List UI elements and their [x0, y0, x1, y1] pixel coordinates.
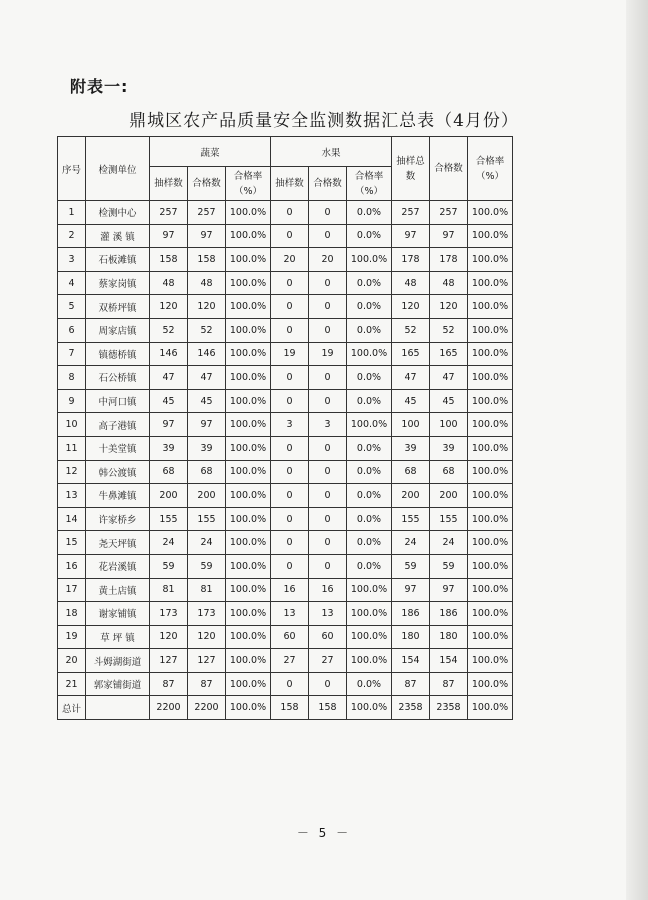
cell-total-sampled: 97	[392, 578, 430, 602]
table-row	[58, 248, 513, 272]
cell-fruit-qualified: 13	[309, 602, 347, 626]
table-row	[58, 625, 513, 649]
cell-fruit-qualified: 0	[309, 224, 347, 248]
cell-unit: 灌 溪 镇	[86, 224, 150, 248]
cell-fruit-qualified: 0	[309, 201, 347, 225]
total-cell-fruit-rate: 100.0%	[347, 696, 392, 720]
cell-total-rate: 100.0%	[468, 484, 513, 508]
cell-total-rate: 100.0%	[468, 554, 513, 578]
cell-fruit-sampled: 0	[271, 224, 309, 248]
table-row	[58, 531, 513, 555]
cell-fruit-rate: 0.0%	[347, 201, 392, 225]
cell-fruit-qualified: 20	[309, 248, 347, 272]
total-cell-veg-qualified: 2200	[188, 696, 226, 720]
cell-total-sampled: 186	[392, 602, 430, 626]
cell-fruit-rate: 0.0%	[347, 554, 392, 578]
cell-unit: 双桥坪镇	[86, 295, 150, 319]
cell-total-qualified: 97	[430, 578, 468, 602]
cell-total-sampled: 48	[392, 271, 430, 295]
cell-veg-qualified: 87	[188, 672, 226, 696]
total-cell-total-sampled: 2358	[392, 696, 430, 720]
cell-seq: 17	[58, 578, 86, 602]
cell-unit: 花岩溪镇	[86, 554, 150, 578]
table-row	[58, 342, 513, 366]
cell-total-sampled: 154	[392, 649, 430, 673]
cell-veg-rate: 100.0%	[226, 602, 271, 626]
cell-total-qualified: 52	[430, 318, 468, 342]
cell-fruit-qualified: 0	[309, 672, 347, 696]
cell-total-sampled: 257	[392, 201, 430, 225]
table-row	[58, 554, 513, 578]
cell-fruit-sampled: 0	[271, 554, 309, 578]
header-veg-rate: 合格率（%）	[226, 167, 271, 201]
cell-total-rate: 100.0%	[468, 436, 513, 460]
cell-fruit-qualified: 27	[309, 649, 347, 673]
table-row	[58, 413, 513, 437]
cell-fruit-qualified: 16	[309, 578, 347, 602]
cell-unit: 斗姆湖街道	[86, 649, 150, 673]
cell-seq: 11	[58, 436, 86, 460]
cell-veg-rate: 100.0%	[226, 295, 271, 319]
cell-total-qualified: 120	[430, 295, 468, 319]
cell-seq: 1	[58, 201, 86, 225]
cell-veg-sampled: 200	[150, 484, 188, 508]
table-row	[58, 507, 513, 531]
header-unit: 检测单位	[86, 137, 150, 201]
cell-veg-qualified: 52	[188, 318, 226, 342]
cell-seq: 5	[58, 295, 86, 319]
cell-veg-rate: 100.0%	[226, 649, 271, 673]
cell-veg-rate: 100.0%	[226, 578, 271, 602]
cell-veg-rate: 100.0%	[226, 413, 271, 437]
cell-total-sampled: 178	[392, 248, 430, 272]
cell-total-rate: 100.0%	[468, 602, 513, 626]
cell-veg-qualified: 155	[188, 507, 226, 531]
monitoring-summary-table	[57, 136, 513, 720]
cell-veg-sampled: 24	[150, 531, 188, 555]
cell-veg-qualified: 68	[188, 460, 226, 484]
cell-fruit-rate: 100.0%	[347, 649, 392, 673]
table-row	[58, 389, 513, 413]
cell-fruit-rate: 100.0%	[347, 248, 392, 272]
cell-fruit-sampled: 20	[271, 248, 309, 272]
cell-fruit-sampled: 0	[271, 531, 309, 555]
cell-total-rate: 100.0%	[468, 366, 513, 390]
cell-total-qualified: 100	[430, 413, 468, 437]
cell-veg-rate: 100.0%	[226, 389, 271, 413]
cell-fruit-rate: 0.0%	[347, 295, 392, 319]
cell-total-qualified: 47	[430, 366, 468, 390]
cell-unit: 高子港镇	[86, 413, 150, 437]
cell-unit: 蔡家岗镇	[86, 271, 150, 295]
cell-veg-qualified: 59	[188, 554, 226, 578]
cell-veg-qualified: 200	[188, 484, 226, 508]
cell-unit: 牛鼻滩镇	[86, 484, 150, 508]
cell-unit: 镇德桥镇	[86, 342, 150, 366]
cell-veg-qualified: 45	[188, 389, 226, 413]
cell-veg-rate: 100.0%	[226, 460, 271, 484]
cell-veg-sampled: 173	[150, 602, 188, 626]
cell-veg-sampled: 52	[150, 318, 188, 342]
header-fruits: 水果	[271, 137, 392, 167]
cell-fruit-sampled: 16	[271, 578, 309, 602]
cell-total-qualified: 200	[430, 484, 468, 508]
cell-total-qualified: 87	[430, 672, 468, 696]
cell-total-sampled: 165	[392, 342, 430, 366]
page-number: － 5 －	[296, 826, 352, 840]
cell-fruit-rate: 0.0%	[347, 224, 392, 248]
cell-fruit-rate: 0.0%	[347, 318, 392, 342]
cell-fruit-qualified: 0	[309, 507, 347, 531]
cell-total-sampled: 59	[392, 554, 430, 578]
cell-veg-qualified: 39	[188, 436, 226, 460]
cell-total-rate: 100.0%	[468, 625, 513, 649]
cell-unit: 谢家铺镇	[86, 602, 150, 626]
cell-veg-sampled: 120	[150, 625, 188, 649]
cell-fruit-sampled: 0	[271, 507, 309, 531]
cell-veg-rate: 100.0%	[226, 672, 271, 696]
cell-unit: 黄土店镇	[86, 578, 150, 602]
cell-fruit-qualified: 0	[309, 295, 347, 319]
cell-fruit-sampled: 19	[271, 342, 309, 366]
cell-fruit-qualified: 0	[309, 389, 347, 413]
cell-total-rate: 100.0%	[468, 649, 513, 673]
cell-fruit-sampled: 0	[271, 318, 309, 342]
cell-fruit-rate: 100.0%	[347, 413, 392, 437]
cell-veg-rate: 100.0%	[226, 436, 271, 460]
cell-unit: 十美堂镇	[86, 436, 150, 460]
total-cell-total-rate: 100.0%	[468, 696, 513, 720]
cell-seq: 9	[58, 389, 86, 413]
cell-total-qualified: 165	[430, 342, 468, 366]
cell-seq: 16	[58, 554, 86, 578]
table-row	[58, 224, 513, 248]
cell-total-qualified: 24	[430, 531, 468, 555]
total-cell-total-qualified: 2358	[430, 696, 468, 720]
cell-total-qualified: 155	[430, 507, 468, 531]
cell-fruit-sampled: 0	[271, 436, 309, 460]
cell-fruit-sampled: 0	[271, 484, 309, 508]
header-fruit-qualified: 合格数	[309, 167, 347, 201]
cell-veg-sampled: 97	[150, 413, 188, 437]
cell-seq: 8	[58, 366, 86, 390]
cell-seq: 6	[58, 318, 86, 342]
cell-fruit-rate: 0.0%	[347, 672, 392, 696]
total-cell-veg-rate: 100.0%	[226, 696, 271, 720]
cell-unit: 石公桥镇	[86, 366, 150, 390]
header-veg-qualified: 合格数	[188, 167, 226, 201]
cell-total-qualified: 97	[430, 224, 468, 248]
cell-fruit-rate: 0.0%	[347, 484, 392, 508]
cell-fruit-qualified: 0	[309, 554, 347, 578]
document-title: 鼎城区农产品质量安全监测数据汇总表（4月份）	[129, 111, 519, 131]
header-seq: 序号	[58, 137, 86, 201]
header-fruit-sampled: 抽样数	[271, 167, 309, 201]
cell-fruit-sampled: 60	[271, 625, 309, 649]
cell-fruit-sampled: 27	[271, 649, 309, 673]
cell-total-sampled: 39	[392, 436, 430, 460]
cell-fruit-rate: 0.0%	[347, 507, 392, 531]
cell-seq: 10	[58, 413, 86, 437]
cell-fruit-sampled: 0	[271, 366, 309, 390]
cell-total-qualified: 178	[430, 248, 468, 272]
cell-total-sampled: 97	[392, 224, 430, 248]
cell-fruit-rate: 0.0%	[347, 531, 392, 555]
table-row	[58, 295, 513, 319]
header-veg-sampled: 抽样数	[150, 167, 188, 201]
header-total-sampled: 抽样总数	[392, 137, 430, 201]
cell-seq: 20	[58, 649, 86, 673]
cell-veg-sampled: 158	[150, 248, 188, 272]
cell-total-rate: 100.0%	[468, 318, 513, 342]
header-total-rate: 合格率（%）	[468, 137, 513, 201]
cell-seq: 2	[58, 224, 86, 248]
cell-veg-rate: 100.0%	[226, 201, 271, 225]
cell-total-sampled: 52	[392, 318, 430, 342]
cell-veg-sampled: 127	[150, 649, 188, 673]
cell-total-rate: 100.0%	[468, 271, 513, 295]
page-edge-shadow	[626, 0, 648, 900]
cell-seq: 7	[58, 342, 86, 366]
cell-total-qualified: 48	[430, 271, 468, 295]
cell-fruit-rate: 0.0%	[347, 366, 392, 390]
cell-fruit-qualified: 0	[309, 366, 347, 390]
cell-total-sampled: 200	[392, 484, 430, 508]
cell-fruit-sampled: 0	[271, 295, 309, 319]
cell-veg-rate: 100.0%	[226, 484, 271, 508]
cell-veg-qualified: 257	[188, 201, 226, 225]
cell-veg-rate: 100.0%	[226, 366, 271, 390]
header-fruit-rate: 合格率（%）	[347, 167, 392, 201]
cell-unit: 许家桥乡	[86, 507, 150, 531]
cell-fruit-qualified: 3	[309, 413, 347, 437]
total-cell-fruit-qualified: 158	[309, 696, 347, 720]
cell-fruit-qualified: 0	[309, 436, 347, 460]
cell-total-sampled: 155	[392, 507, 430, 531]
cell-total-qualified: 186	[430, 602, 468, 626]
cell-total-qualified: 154	[430, 649, 468, 673]
cell-seq: 12	[58, 460, 86, 484]
cell-fruit-qualified: 0	[309, 484, 347, 508]
table-row	[58, 201, 513, 225]
table-row	[58, 460, 513, 484]
cell-total-sampled: 45	[392, 389, 430, 413]
cell-total-sampled: 24	[392, 531, 430, 555]
cell-total-qualified: 68	[430, 460, 468, 484]
cell-total-sampled: 100	[392, 413, 430, 437]
cell-fruit-rate: 100.0%	[347, 602, 392, 626]
table-row	[58, 484, 513, 508]
cell-total-sampled: 87	[392, 672, 430, 696]
cell-total-rate: 100.0%	[468, 578, 513, 602]
table-row	[58, 436, 513, 460]
cell-veg-sampled: 45	[150, 389, 188, 413]
cell-fruit-rate: 0.0%	[347, 271, 392, 295]
table-row	[58, 366, 513, 390]
cell-fruit-qualified: 0	[309, 460, 347, 484]
cell-veg-sampled: 120	[150, 295, 188, 319]
cell-fruit-qualified: 0	[309, 271, 347, 295]
total-cell-veg-sampled: 2200	[150, 696, 188, 720]
cell-fruit-sampled: 0	[271, 201, 309, 225]
cell-seq: 14	[58, 507, 86, 531]
cell-total-qualified: 45	[430, 389, 468, 413]
table-row	[58, 578, 513, 602]
cell-total-rate: 100.0%	[468, 201, 513, 225]
cell-veg-rate: 100.0%	[226, 318, 271, 342]
cell-seq: 4	[58, 271, 86, 295]
total-cell-fruit-sampled: 158	[271, 696, 309, 720]
table-row	[58, 318, 513, 342]
cell-veg-rate: 100.0%	[226, 507, 271, 531]
cell-veg-sampled: 87	[150, 672, 188, 696]
cell-total-sampled: 180	[392, 625, 430, 649]
cell-fruit-rate: 0.0%	[347, 460, 392, 484]
cell-fruit-sampled: 0	[271, 389, 309, 413]
table-row	[58, 672, 513, 696]
cell-veg-qualified: 146	[188, 342, 226, 366]
cell-veg-sampled: 47	[150, 366, 188, 390]
cell-veg-sampled: 97	[150, 224, 188, 248]
cell-veg-qualified: 24	[188, 531, 226, 555]
cell-unit: 周家店镇	[86, 318, 150, 342]
table-row	[58, 649, 513, 673]
cell-total-rate: 100.0%	[468, 224, 513, 248]
cell-total-rate: 100.0%	[468, 413, 513, 437]
attachment-label: 附表一:	[70, 77, 129, 96]
cell-total-sampled: 47	[392, 366, 430, 390]
total-row	[58, 696, 513, 720]
cell-fruit-sampled: 0	[271, 460, 309, 484]
cell-unit: 郭家铺街道	[86, 672, 150, 696]
cell-seq: 19	[58, 625, 86, 649]
table-row	[58, 271, 513, 295]
cell-total-rate: 100.0%	[468, 248, 513, 272]
cell-fruit-rate: 0.0%	[347, 436, 392, 460]
header-total-qualified: 合格数	[430, 137, 468, 201]
cell-veg-sampled: 155	[150, 507, 188, 531]
cell-veg-qualified: 158	[188, 248, 226, 272]
cell-veg-sampled: 39	[150, 436, 188, 460]
cell-unit: 草 坪 镇	[86, 625, 150, 649]
cell-total-rate: 100.0%	[468, 460, 513, 484]
cell-total-rate: 100.0%	[468, 295, 513, 319]
cell-seq: 21	[58, 672, 86, 696]
cell-total-rate: 100.0%	[468, 342, 513, 366]
cell-veg-rate: 100.0%	[226, 271, 271, 295]
cell-seq: 18	[58, 602, 86, 626]
cell-veg-rate: 100.0%	[226, 248, 271, 272]
cell-veg-rate: 100.0%	[226, 554, 271, 578]
cell-veg-qualified: 120	[188, 625, 226, 649]
cell-total-rate: 100.0%	[468, 389, 513, 413]
cell-veg-rate: 100.0%	[226, 625, 271, 649]
cell-fruit-sampled: 0	[271, 271, 309, 295]
cell-unit: 中河口镇	[86, 389, 150, 413]
cell-fruit-qualified: 0	[309, 318, 347, 342]
cell-veg-qualified: 81	[188, 578, 226, 602]
cell-veg-qualified: 48	[188, 271, 226, 295]
cell-total-rate: 100.0%	[468, 672, 513, 696]
cell-fruit-rate: 100.0%	[347, 342, 392, 366]
cell-fruit-sampled: 13	[271, 602, 309, 626]
cell-total-qualified: 180	[430, 625, 468, 649]
cell-unit: 尧天坪镇	[86, 531, 150, 555]
cell-veg-rate: 100.0%	[226, 531, 271, 555]
cell-fruit-qualified: 19	[309, 342, 347, 366]
cell-veg-sampled: 48	[150, 271, 188, 295]
cell-veg-qualified: 127	[188, 649, 226, 673]
cell-veg-sampled: 68	[150, 460, 188, 484]
cell-total-rate: 100.0%	[468, 531, 513, 555]
table-row	[58, 602, 513, 626]
cell-fruit-sampled: 0	[271, 672, 309, 696]
cell-veg-rate: 100.0%	[226, 342, 271, 366]
cell-seq: 3	[58, 248, 86, 272]
cell-fruit-rate: 100.0%	[347, 578, 392, 602]
cell-total-qualified: 59	[430, 554, 468, 578]
cell-veg-sampled: 59	[150, 554, 188, 578]
cell-fruit-sampled: 3	[271, 413, 309, 437]
cell-veg-sampled: 257	[150, 201, 188, 225]
total-cell-unit	[86, 696, 150, 720]
cell-total-qualified: 39	[430, 436, 468, 460]
cell-veg-rate: 100.0%	[226, 224, 271, 248]
cell-unit: 检测中心	[86, 201, 150, 225]
cell-total-qualified: 257	[430, 201, 468, 225]
cell-veg-qualified: 173	[188, 602, 226, 626]
cell-veg-qualified: 97	[188, 413, 226, 437]
cell-fruit-qualified: 0	[309, 531, 347, 555]
cell-total-sampled: 120	[392, 295, 430, 319]
cell-veg-qualified: 47	[188, 366, 226, 390]
cell-veg-sampled: 81	[150, 578, 188, 602]
cell-fruit-rate: 100.0%	[347, 625, 392, 649]
cell-fruit-qualified: 60	[309, 625, 347, 649]
cell-seq: 13	[58, 484, 86, 508]
cell-unit: 韩公渡镇	[86, 460, 150, 484]
cell-total-rate: 100.0%	[468, 507, 513, 531]
cell-seq: 15	[58, 531, 86, 555]
cell-veg-qualified: 97	[188, 224, 226, 248]
cell-veg-sampled: 146	[150, 342, 188, 366]
header-vegetables: 蔬菜	[150, 137, 271, 167]
cell-total-sampled: 68	[392, 460, 430, 484]
cell-unit: 石板滩镇	[86, 248, 150, 272]
cell-veg-qualified: 120	[188, 295, 226, 319]
cell-fruit-rate: 0.0%	[347, 389, 392, 413]
total-label: 总计	[58, 696, 86, 720]
